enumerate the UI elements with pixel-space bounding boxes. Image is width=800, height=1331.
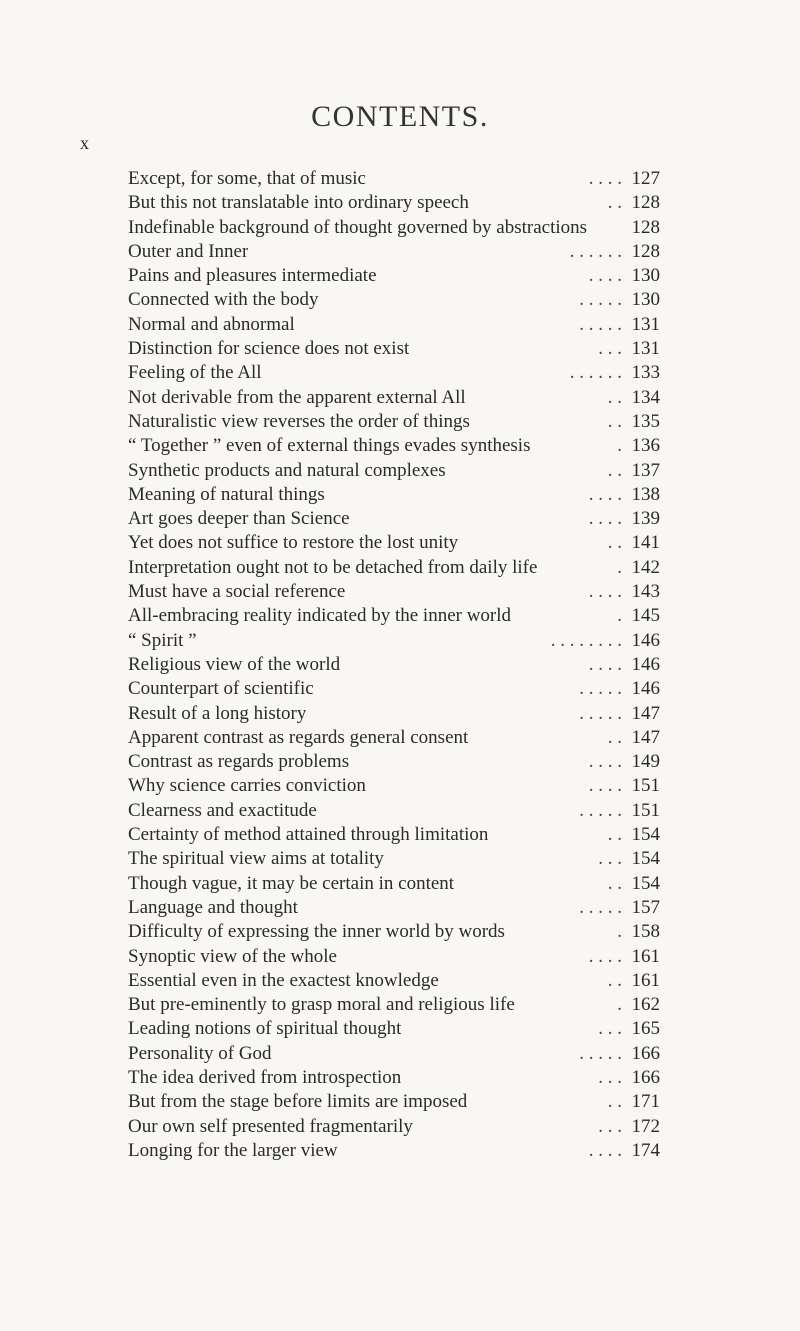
dot-leader: . . . .: [588, 775, 622, 797]
toc-entry-title: Clearness and exactitude: [128, 799, 317, 821]
toc-entry: [128, 969, 660, 993]
toc-entry: [128, 1042, 660, 1066]
toc-entry-page: 171: [631, 1091, 660, 1113]
toc-entry-title: Pains and pleasures intermediate: [128, 265, 377, 287]
table-of-contents: [128, 167, 660, 1163]
toc-entry-page: 141: [631, 532, 660, 554]
toc-entry-title: All-embracing reality indicated by the inner world: [128, 605, 512, 627]
dot-leader: . .: [607, 824, 622, 846]
dot-leader: . . . . . .: [569, 362, 622, 384]
dot-leader: . . .: [598, 848, 622, 870]
toc-entry-title: Result of a long history: [128, 702, 307, 724]
dot-leader: . . . . .: [579, 702, 622, 724]
dot-leader: . . . . . .: [569, 240, 622, 262]
toc-entry-page: 151: [631, 775, 660, 797]
toc-entry-page: 154: [631, 824, 660, 846]
dot-leader: . . . . .: [579, 799, 622, 821]
toc-entry: [128, 1090, 660, 1114]
toc-entry-page: 128: [631, 240, 660, 262]
toc-entry-title: Religious view of the world: [128, 653, 341, 675]
toc-entry-page: 135: [631, 410, 660, 432]
dot-leader: . .: [607, 726, 622, 748]
dot-leader: .: [617, 556, 622, 578]
dot-leader: . . . .: [588, 483, 622, 505]
dot-leader: . . . . .: [579, 289, 622, 311]
toc-entry: [128, 920, 660, 944]
toc-entry: [128, 240, 660, 264]
toc-entry-page: 157: [631, 896, 660, 918]
dot-leader: . .: [607, 459, 622, 481]
toc-entry-title: Language and thought: [128, 896, 298, 918]
dot-leader: . .: [607, 969, 622, 991]
toc-entry-title: Interpretation ought not to be detached from daily life: [128, 556, 538, 578]
dot-leader: . .: [607, 872, 622, 894]
toc-entry-title: Though vague, it may be certain in content: [128, 872, 455, 894]
toc-entry: [128, 507, 660, 531]
toc-entry-page: 166: [631, 1066, 660, 1088]
toc-entry-title: Must have a social reference: [128, 581, 346, 603]
toc-entry: [128, 531, 660, 555]
dot-leader: . . . . .: [579, 1042, 622, 1064]
toc-entry-title: But this not translatable into ordinary speech: [128, 192, 469, 214]
toc-entry-title: Art goes deeper than Science: [128, 508, 350, 530]
page-title: CONTENTS.: [311, 100, 489, 133]
dot-leader: . . .: [598, 1115, 622, 1137]
toc-entry-page: 146: [631, 653, 660, 675]
dot-leader: . . . .: [588, 653, 622, 675]
toc-entry-title: Connected with the body: [128, 289, 319, 311]
toc-entry-page: 147: [631, 726, 660, 748]
toc-entry-page: 138: [631, 483, 660, 505]
toc-entry: [128, 823, 660, 847]
toc-entry: [128, 386, 660, 410]
toc-entry: [128, 702, 660, 726]
dot-leader: .: [617, 994, 622, 1016]
toc-entry-title: The idea derived from introspection: [128, 1066, 402, 1088]
dot-leader: . . . .: [588, 265, 622, 287]
toc-entry: [128, 580, 660, 604]
toc-entry: [128, 872, 660, 896]
dot-leader: . . . .: [588, 168, 622, 189]
toc-entry: [128, 337, 660, 361]
dot-leader: . .: [607, 410, 622, 432]
toc-entry: [128, 653, 660, 677]
toc-entry-title: Distinction for science does not exist: [128, 338, 410, 360]
toc-entry: [128, 726, 660, 750]
dot-leader: . .: [607, 532, 622, 554]
toc-entry-page: 146: [631, 629, 660, 651]
toc-entry-page: 154: [631, 872, 660, 894]
toc-entry-title: Not derivable from the apparent external All: [128, 386, 466, 408]
toc-entry: [128, 313, 660, 337]
dot-leader: . . . .: [588, 1139, 622, 1161]
toc-entry: [128, 896, 660, 920]
toc-entry-page: 133: [631, 362, 660, 384]
toc-entry-title: Contrast as regards problems: [128, 751, 350, 773]
toc-entry-title: Longing for the larger view: [128, 1139, 338, 1161]
dot-leader: . . .: [598, 1066, 622, 1088]
dot-leader: . . . .: [588, 751, 622, 773]
toc-entry-title: But pre-eminently to grasp moral and religious life: [128, 994, 515, 1016]
toc-entry: [128, 1139, 660, 1163]
dot-leader: . . . .: [588, 581, 622, 603]
toc-entry-page: 151: [631, 799, 660, 821]
toc-entry-title: Feeling of the All: [128, 362, 262, 384]
toc-entry-page: 143: [631, 581, 660, 603]
toc-entry-page: 146: [631, 678, 660, 700]
toc-entry-title: Difficulty of expressing the inner world by words: [128, 921, 505, 943]
toc-entry: [128, 288, 660, 312]
toc-entry: [128, 410, 660, 434]
toc-entry: [128, 216, 660, 240]
toc-entry: [128, 774, 660, 798]
toc-entry-page: 149: [631, 751, 660, 773]
dot-leader: .: [617, 921, 622, 943]
toc-entry: [128, 677, 660, 701]
toc-entry-title: Essential even in the exactest knowledge: [128, 969, 439, 991]
dot-leader: . . . . .: [579, 678, 622, 700]
toc-entry: [128, 604, 660, 628]
toc-entry-page: 166: [631, 1042, 660, 1064]
toc-entry-title: “ Together ” even of external things evades synthesis: [128, 435, 531, 457]
toc-entry: [128, 629, 660, 653]
toc-entry-title: Counterpart of scientific: [128, 678, 314, 700]
toc-entry-page: 158: [631, 921, 660, 943]
toc-entry: [128, 264, 660, 288]
toc-entry: [128, 167, 660, 191]
toc-entry-title: Normal and abnormal: [128, 313, 295, 335]
toc-entry-page: 136: [631, 435, 660, 457]
toc-entry: [128, 459, 660, 483]
toc-entry-title: Why science carries conviction: [128, 775, 366, 797]
toc-entry-page: 165: [631, 1018, 660, 1040]
toc-entry-title: Apparent contrast as regards general consent: [128, 726, 469, 748]
toc-entry-title: Leading notions of spiritual thought: [128, 1018, 402, 1040]
dot-leader: . . . . .: [579, 896, 622, 918]
toc-entry: [128, 434, 660, 458]
toc-entry-page: 154: [631, 848, 660, 870]
toc-entry-page: 174: [631, 1139, 660, 1161]
dot-leader: . . . .: [588, 508, 622, 530]
toc-entry-title: Indefinable background of thought governed by abstractions: [128, 216, 588, 238]
toc-entry: [128, 1066, 660, 1090]
toc-entry-page: 134: [631, 386, 660, 408]
dot-leader: . . .: [598, 1018, 622, 1040]
toc-entry-page: 142: [631, 556, 660, 578]
toc-entry-title: Personality of God: [128, 1042, 272, 1064]
toc-entry: [128, 1017, 660, 1041]
toc-entry-page: 131: [631, 338, 660, 360]
toc-entry-page: 137: [631, 459, 660, 481]
toc-entry-page: 161: [631, 945, 660, 967]
toc-entry-page: 145: [631, 605, 660, 627]
dot-leader: . . . . . . . .: [550, 629, 622, 651]
toc-entry: [128, 750, 660, 774]
toc-entry: [128, 993, 660, 1017]
toc-entry-page: 128: [631, 192, 660, 214]
toc-entry-page: 139: [631, 508, 660, 530]
toc-entry: [128, 191, 660, 215]
toc-entry: [128, 1115, 660, 1139]
dot-leader: . . . .: [588, 945, 622, 967]
toc-entry-title: Yet does not suffice to restore the lost unity: [128, 532, 459, 554]
toc-entry: [128, 847, 660, 871]
toc-entry-title: The spiritual view aims at totality: [128, 848, 384, 870]
toc-entry-page: 147: [631, 702, 660, 724]
dot-leader: . .: [607, 386, 622, 408]
toc-entry-page: 131: [631, 313, 660, 335]
dot-leader: . . . . .: [579, 313, 622, 335]
dot-leader: .: [617, 435, 622, 457]
toc-entry-page: 130: [631, 265, 660, 287]
toc-entry-title: Our own self presented fragmentarily: [128, 1115, 413, 1137]
toc-entry-title: Except, for some, that of music: [128, 168, 366, 189]
toc-entry-page: 161: [631, 969, 660, 991]
toc-entry-page: 128: [631, 216, 660, 238]
toc-entry-page: 172: [631, 1115, 660, 1137]
toc-entry-title: Meaning of natural things: [128, 483, 325, 505]
toc-entry-title: Outer and Inner: [128, 240, 249, 262]
dot-leader: . .: [607, 192, 622, 214]
toc-entry-title: Synthetic products and natural complexes: [128, 459, 446, 481]
toc-entry-title: Naturalistic view reverses the order of things: [128, 410, 470, 432]
dot-leader: . .: [607, 1091, 622, 1113]
dot-leader: . . .: [598, 338, 622, 360]
toc-entry-page: 162: [631, 994, 660, 1016]
toc-entry: [128, 361, 660, 385]
toc-entry: [128, 483, 660, 507]
toc-entry: [128, 945, 660, 969]
toc-entry-title: “ Spirit ”: [128, 629, 197, 651]
toc-entry-title: But from the stage before limits are imposed: [128, 1091, 468, 1113]
page-number: x: [80, 133, 90, 153]
toc-entry: [128, 556, 660, 580]
toc-entry-title: Certainty of method attained through limitation: [128, 824, 489, 846]
toc-entry-title: Synoptic view of the whole: [128, 945, 337, 967]
dot-leader: .: [617, 605, 622, 627]
toc-entry: [128, 799, 660, 823]
toc-entry-page: 127: [631, 168, 660, 189]
toc-entry-page: 130: [631, 289, 660, 311]
